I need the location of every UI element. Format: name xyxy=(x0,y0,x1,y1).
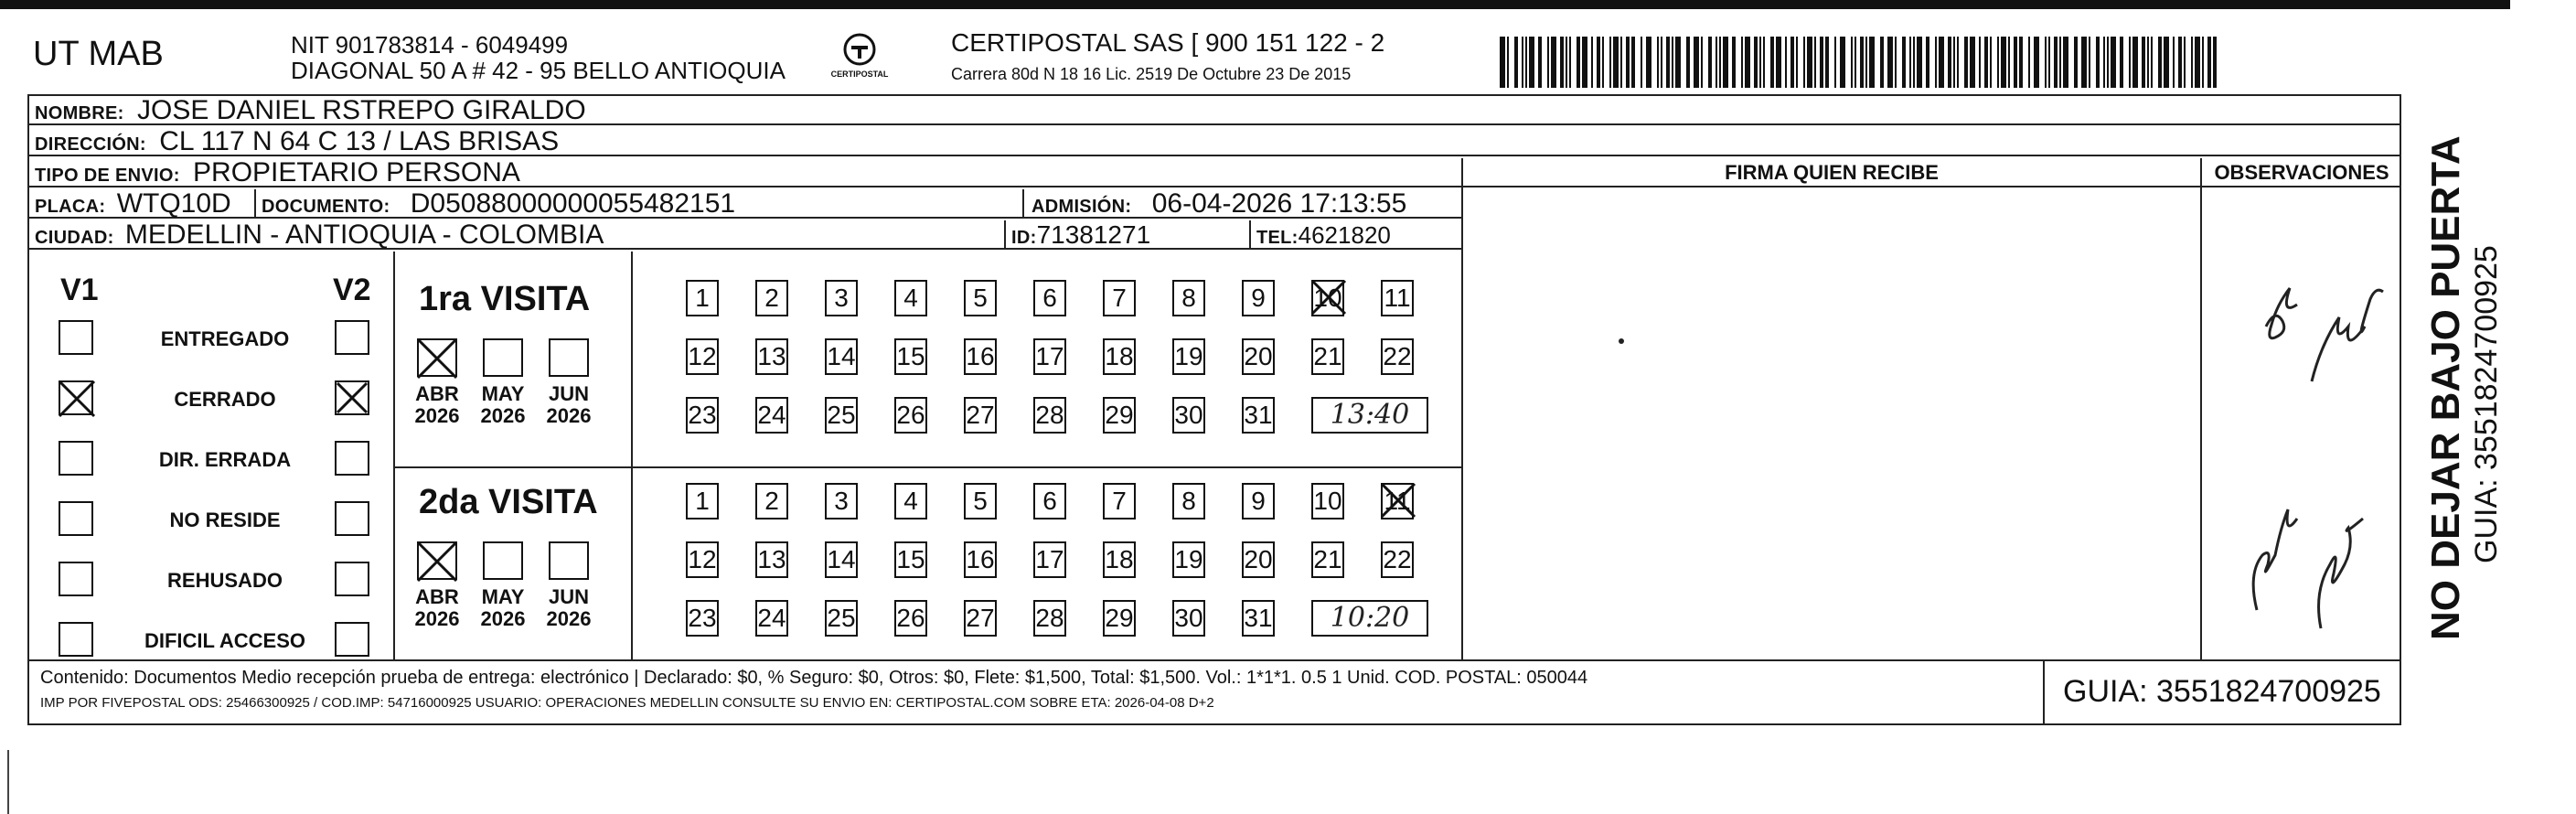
barcode-bar xyxy=(1547,37,1549,88)
day-box[interactable]: 25 xyxy=(825,600,858,637)
day-box[interactable]: 23 xyxy=(686,600,719,637)
barcode-bar xyxy=(1902,37,1906,88)
day-box[interactable]: 5 xyxy=(964,280,997,316)
barcode-bar xyxy=(1569,37,1571,88)
v2-checkbox[interactable] xyxy=(335,441,369,476)
barcode-bar xyxy=(1560,37,1564,88)
v2-checkbox[interactable] xyxy=(335,622,369,657)
barcode-bar xyxy=(1661,37,1662,88)
day-box[interactable]: 27 xyxy=(964,397,997,434)
status-option-label: NO RESIDE xyxy=(169,509,281,531)
barcode-bar xyxy=(1646,37,1651,88)
v1-checkbox[interactable] xyxy=(59,441,93,476)
row-address xyxy=(27,127,2401,156)
month-label: JUN xyxy=(548,382,589,405)
day-box[interactable]: 7 xyxy=(1103,483,1136,519)
logo-caption: CERTIPOSTAL xyxy=(830,70,889,79)
day-box[interactable]: 27 xyxy=(964,600,997,637)
day-box[interactable]: 7 xyxy=(1103,280,1136,316)
visit-title: 1ra VISITA xyxy=(419,280,591,318)
barcode-bar xyxy=(1620,37,1622,88)
barcode-bar xyxy=(1860,37,1864,88)
barcode-bar xyxy=(1641,37,1642,88)
barcode-bar xyxy=(1957,37,1959,88)
year-label: 2026 xyxy=(414,607,460,630)
barcode-bar xyxy=(2081,37,2087,88)
day-box[interactable]: 30 xyxy=(1172,397,1205,434)
day-box[interactable]: 3 xyxy=(825,280,858,316)
barcode-bar xyxy=(1855,37,1856,88)
barcode-bar xyxy=(1613,37,1619,88)
barcode-bar xyxy=(2132,37,2138,88)
day-box[interactable]: 29 xyxy=(1103,397,1136,434)
day-box[interactable]: 28 xyxy=(1033,600,1066,637)
day-box[interactable]: 8 xyxy=(1172,280,1205,316)
barcode-bar xyxy=(1522,37,1523,88)
barcode-bar xyxy=(1694,37,1699,88)
tel-field xyxy=(1256,220,1391,252)
day-box[interactable]: 15 xyxy=(894,338,927,375)
year-label: 2026 xyxy=(480,404,526,427)
barcode-bar xyxy=(1582,37,1587,88)
barcode-bar xyxy=(2089,37,2090,88)
barcode-bar xyxy=(1500,37,1505,88)
barcode-bar xyxy=(1834,37,1836,88)
year-label: 2026 xyxy=(414,404,460,427)
barcode-bar xyxy=(2158,37,2162,88)
document-label: DOCUMENTO: xyxy=(262,197,390,217)
day-box[interactable]: 1 xyxy=(686,280,719,316)
barcode-bar xyxy=(2173,37,2175,88)
visit-time-box[interactable]: 13:40 xyxy=(1311,397,1428,434)
barcode-bar xyxy=(1701,37,1703,88)
day-box[interactable]: 12 xyxy=(686,338,719,375)
scan-edge-mark xyxy=(7,750,9,814)
day-box[interactable]: 5 xyxy=(964,483,997,519)
day-box[interactable]: 17 xyxy=(1033,541,1066,578)
id-label: ID: xyxy=(1011,228,1037,248)
barcode-bar xyxy=(2111,37,2116,88)
send-type-label: TIPO DE ENVIO: xyxy=(35,166,180,186)
v1-checkbox[interactable] xyxy=(59,622,93,657)
barcode-bar xyxy=(1723,37,1728,88)
barcode-bar xyxy=(1514,37,1518,88)
recipient-name: JOSE DANIEL RSTREPO GIRALDO xyxy=(137,95,586,125)
barcode-bar xyxy=(1754,37,1758,88)
day-box[interactable]: 10 xyxy=(1311,483,1344,519)
day-box[interactable]: 9 xyxy=(1242,483,1275,519)
admission-field xyxy=(1031,189,1406,221)
barcode-bar xyxy=(1708,37,1712,88)
send-type: PROPIETARIO PERSONA xyxy=(193,157,520,187)
barcode-bar xyxy=(2191,37,2193,88)
month-checkbox[interactable] xyxy=(549,338,589,377)
barcode-bar xyxy=(1719,37,1721,88)
print-info: IMP POR FIVEPOSTAL ODS: 25466300925 / COD.IMP: 54716000925 USUARIO: OPERACIONES MEDELLIN CONSULTE SU ENVIO EN: CERTIPOSTAL.COM SOBRE ETA: 2026-04-08 D+2 xyxy=(40,695,1214,711)
month-label: MAY xyxy=(481,382,525,405)
day-box[interactable]: 1 xyxy=(686,483,719,519)
v2-header: V2 xyxy=(333,273,371,307)
id-field xyxy=(1011,220,1150,252)
barcode-bar xyxy=(1970,37,1975,88)
barcode-bar xyxy=(1529,37,1534,88)
document-field xyxy=(262,189,735,221)
barcode-bar xyxy=(2178,37,2182,88)
plate-value: WTQ10D xyxy=(116,188,231,219)
carrier-name: CERTIPOSTAL SAS [ 900 151 122 - 2 xyxy=(951,28,1385,57)
barcode-bar xyxy=(2028,37,2030,88)
day-box[interactable]: 21 xyxy=(1311,338,1344,375)
day-box[interactable]: 11 xyxy=(1381,483,1414,519)
barcode-bar xyxy=(1790,37,1794,88)
barcode-bar xyxy=(1741,37,1743,88)
barcode-bar xyxy=(1525,37,1527,88)
day-box[interactable]: 6 xyxy=(1033,280,1066,316)
barcode-bar xyxy=(2120,37,2123,88)
day-box[interactable]: 12 xyxy=(686,541,719,578)
barcode-bar xyxy=(2059,37,2061,88)
barcode-bar xyxy=(2202,37,2204,88)
barcode-bar xyxy=(1732,37,1736,88)
content-description: Contenido: Documentos Medio recepción prueba de entrega: electrónico | Declarado: $0, % Seguro: $0, Otros: $0, Flete: $1,500, Total: $1,500. Vol.: 1*1*1. 0.5 1 Unid. COD. POSTAL: 050044 xyxy=(40,668,1588,688)
barcode-bar xyxy=(1566,37,1567,88)
barcode-bar xyxy=(1997,37,1999,88)
day-box[interactable]: 2 xyxy=(755,483,788,519)
barcode-bar xyxy=(1926,37,1929,88)
status-option-label: CERRADO xyxy=(174,388,276,411)
visit-time-box[interactable]: 10:20 xyxy=(1311,600,1428,637)
day-box[interactable]: 9 xyxy=(1242,280,1275,316)
barcode-bar xyxy=(1785,37,1787,88)
barcode-bar xyxy=(1913,37,1915,88)
barcode-bar xyxy=(2014,37,2017,88)
day-box[interactable]: 20 xyxy=(1242,541,1275,578)
barcode-bar xyxy=(1657,37,1659,88)
barcode-bar xyxy=(1626,37,1630,88)
v2-checkbox[interactable] xyxy=(335,380,369,415)
barcode-bar xyxy=(1851,37,1853,88)
barcode-bar xyxy=(1814,37,1816,88)
barcode-bar xyxy=(1538,37,1542,88)
top-border xyxy=(0,0,2510,9)
admission-value: 06-04-2026 17:13:55 xyxy=(1151,188,1407,219)
day-box[interactable]: 24 xyxy=(755,600,788,637)
day-box[interactable]: 11 xyxy=(1381,280,1414,316)
barcode-bar xyxy=(1880,37,1884,88)
barcode-bar xyxy=(1609,37,1611,88)
day-box[interactable]: 18 xyxy=(1103,338,1136,375)
barcode-bar xyxy=(1948,37,1951,88)
barcode-bar xyxy=(1953,37,1955,88)
barcode-bar xyxy=(1631,37,1635,88)
barcode-bar xyxy=(1807,37,1812,88)
barcode-bar xyxy=(2164,37,2169,88)
row-city xyxy=(27,220,1463,250)
barcode-bar xyxy=(1887,37,1893,88)
barcode-bar xyxy=(1763,37,1765,88)
barcode-bar xyxy=(2019,37,2023,88)
day-box[interactable]: 26 xyxy=(894,397,927,434)
barcode xyxy=(1500,37,2231,88)
day-box[interactable]: 26 xyxy=(894,600,927,637)
visit-title: 2da VISITA xyxy=(419,483,598,521)
month-checkbox[interactable] xyxy=(483,541,523,580)
v1-checkbox[interactable] xyxy=(59,320,93,355)
month-checkbox[interactable] xyxy=(417,338,457,377)
barcode-bar xyxy=(1776,37,1781,88)
barcode-bar xyxy=(1770,37,1774,88)
day-box[interactable]: 3 xyxy=(825,483,858,519)
barcode-bar xyxy=(2054,37,2058,88)
status-option-label: ENTREGADO xyxy=(160,327,290,350)
day-box[interactable]: 21 xyxy=(1311,541,1344,578)
barcode-bar xyxy=(2142,37,2145,88)
barcode-bar xyxy=(2034,37,2039,88)
day-box[interactable]: 19 xyxy=(1172,541,1205,578)
recipient-address: CL 117 N 64 C 13 / LAS BRISAS xyxy=(159,126,560,156)
barcode-bar xyxy=(1666,37,1670,88)
city-label: CIUDAD: xyxy=(35,228,114,248)
month-checkbox[interactable] xyxy=(549,541,589,580)
day-box[interactable]: 13 xyxy=(755,338,788,375)
barcode-bar xyxy=(1796,37,1798,88)
day-box[interactable]: 4 xyxy=(894,483,927,519)
day-box[interactable]: 8 xyxy=(1172,483,1205,519)
barcode-bar xyxy=(1895,37,1897,88)
barcode-bar xyxy=(1507,37,1509,88)
day-box[interactable]: 4 xyxy=(894,280,927,316)
barcode-bar xyxy=(1840,37,1845,88)
v1-checkbox[interactable] xyxy=(59,380,93,415)
name-label: NOMBRE: xyxy=(35,103,124,123)
barcode-bar xyxy=(1745,37,1750,88)
barcode-bar xyxy=(1979,37,1981,88)
barcode-bar xyxy=(1716,37,1717,88)
admission-label: ADMISIÓN: xyxy=(1031,197,1132,217)
year-label: 2026 xyxy=(546,607,592,630)
month-label: ABR xyxy=(415,382,459,405)
day-box[interactable]: 28 xyxy=(1033,397,1066,434)
carrier-address: Carrera 80d N 18 16 Lic. 2519 De Octubre 23 De 2015 xyxy=(951,65,1352,83)
barcode-bar xyxy=(1686,37,1690,88)
plate-label: PLACA: xyxy=(35,197,106,217)
barcode-bar xyxy=(1909,37,1911,88)
month-checkbox[interactable] xyxy=(417,541,457,580)
no-slide-under-door-warning: NO DEJAR BAJO PUERTA xyxy=(2423,135,2468,640)
barcode-bar xyxy=(1869,37,1875,88)
certipostal-logo-icon xyxy=(828,27,892,91)
v1-checkbox[interactable] xyxy=(59,501,93,536)
address-label: DIRECCIÓN: xyxy=(35,134,146,155)
signature-mark xyxy=(1619,338,1624,344)
observations-header: OBSERVACIONES xyxy=(2202,158,2401,187)
barcode-bar xyxy=(1939,37,1944,88)
barcode-bar xyxy=(2001,37,2006,88)
day-box[interactable]: 19 xyxy=(1172,338,1205,375)
row-name xyxy=(27,96,2401,125)
day-box[interactable]: 2 xyxy=(755,280,788,316)
barcode-bar xyxy=(1990,37,1992,88)
barcode-bar xyxy=(2107,37,2109,88)
barcode-bar xyxy=(1577,37,1580,88)
barcode-bar xyxy=(1984,37,1988,88)
id-value: 71381271 xyxy=(1036,220,1151,249)
barcode-bar xyxy=(1865,37,1867,88)
day-box[interactable]: 20 xyxy=(1242,338,1275,375)
document-value: D05088000000055482151 xyxy=(410,188,736,219)
barcode-bar xyxy=(2195,37,2200,88)
barcode-bar xyxy=(1803,37,1805,88)
side-guia-number: GUIA: 3551824700925 xyxy=(2469,245,2504,563)
barcode-bar xyxy=(1825,37,1829,88)
barcode-bar xyxy=(1591,37,1593,88)
year-label: 2026 xyxy=(480,607,526,630)
day-box[interactable]: 10 xyxy=(1311,280,1344,316)
day-box[interactable]: 25 xyxy=(825,397,858,434)
status-option-label: REHUSADO xyxy=(167,569,283,592)
day-box[interactable]: 29 xyxy=(1103,600,1136,637)
v1-header: V1 xyxy=(60,273,99,307)
status-option-label: DIFICIL ACCESO xyxy=(144,629,305,652)
barcode-bar xyxy=(2103,37,2105,88)
barcode-bar xyxy=(2147,37,2149,88)
v2-checkbox[interactable] xyxy=(335,562,369,596)
day-box[interactable]: 13 xyxy=(755,541,788,578)
month-checkbox[interactable] xyxy=(483,338,523,377)
day-box[interactable]: 30 xyxy=(1172,600,1205,637)
barcode-bar xyxy=(2184,37,2186,88)
barcode-bar xyxy=(1935,37,1937,88)
tel-value: 4621820 xyxy=(1298,221,1391,249)
barcode-bar xyxy=(2074,37,2078,88)
tel-label: TEL: xyxy=(1256,228,1299,248)
barcode-bar xyxy=(1759,37,1761,88)
day-box[interactable]: 14 xyxy=(825,338,858,375)
day-box[interactable]: 18 xyxy=(1103,541,1136,578)
month-label: JUN xyxy=(548,585,589,608)
brand-name: UT MAB xyxy=(33,35,164,73)
day-box[interactable]: 17 xyxy=(1033,338,1066,375)
year-label: 2026 xyxy=(546,404,592,427)
barcode-bar xyxy=(2045,37,2047,88)
barcode-bar xyxy=(2096,37,2100,88)
barcode-bar xyxy=(2213,37,2217,88)
city-value: MEDELLIN - ANTIOQUIA - COLOMBIA xyxy=(124,220,604,250)
day-box[interactable]: 23 xyxy=(686,397,719,434)
day-box[interactable]: 22 xyxy=(1381,338,1414,375)
barcode-bar xyxy=(1820,37,1823,88)
barcode-bar xyxy=(1602,37,1604,88)
month-label: MAY xyxy=(481,585,525,608)
day-box[interactable]: 14 xyxy=(825,541,858,578)
row-send-type xyxy=(27,158,1463,187)
barcode-bar xyxy=(2151,37,2153,88)
month-label: ABR xyxy=(415,585,459,608)
status-option-label: DIR. ERRADA xyxy=(158,448,292,471)
barcode-bar xyxy=(1597,37,1600,88)
v1-checkbox[interactable] xyxy=(59,562,93,596)
v2-checkbox[interactable] xyxy=(335,501,369,536)
barcode-bar xyxy=(2207,37,2211,88)
barcode-bar xyxy=(1675,37,1681,88)
barcode-bar xyxy=(2008,37,2010,88)
day-box[interactable]: 16 xyxy=(964,338,997,375)
barcode-bar xyxy=(2063,37,2068,88)
barcode-bar xyxy=(1672,37,1673,88)
day-box[interactable]: 22 xyxy=(1381,541,1414,578)
nit: NIT 901783814 - 6049499 xyxy=(291,31,569,59)
barcode-bar xyxy=(1551,37,1556,88)
barcode-bar xyxy=(1964,37,1968,88)
day-box[interactable]: 31 xyxy=(1242,397,1275,434)
day-box[interactable]: 24 xyxy=(755,397,788,434)
guia-number: GUIA: 3551824700925 xyxy=(2063,674,2381,709)
observations-handwriting xyxy=(2202,189,2401,658)
day-box[interactable]: 15 xyxy=(894,541,927,578)
day-box[interactable]: 6 xyxy=(1033,483,1066,519)
barcode-bar xyxy=(2129,37,2131,88)
signature-header: FIRMA QUIEN RECIBE xyxy=(1463,158,2202,187)
v2-checkbox[interactable] xyxy=(335,320,369,355)
barcode-bar xyxy=(2048,37,2050,88)
day-box[interactable]: 31 xyxy=(1242,600,1275,637)
day-box[interactable]: 16 xyxy=(964,541,997,578)
barcode-bar xyxy=(1917,37,1922,88)
sender-address: DIAGONAL 50 A # 42 - 95 BELLO ANTIOQUIA xyxy=(291,57,786,84)
